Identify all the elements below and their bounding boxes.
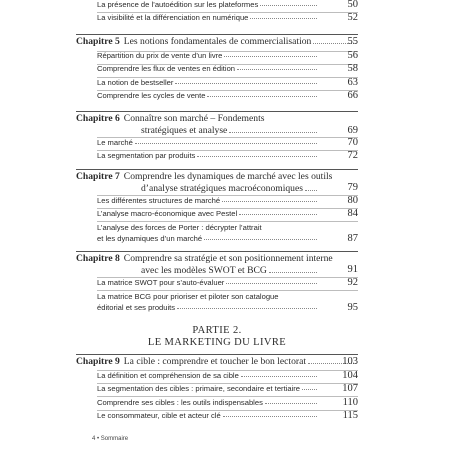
chapter-heading[interactable] [76,253,358,264]
chapter-page: 55 [347,36,358,47]
entry-label: Le marché [97,138,133,147]
entry-label: Comprendre ses cibles : les outils indispensables [97,398,263,407]
entry-page: 66 [347,90,358,101]
toc-entry[interactable] [97,13,319,22]
entry-page: 80 [347,195,358,206]
entry-page: 50 [347,0,358,10]
toc-entry[interactable] [97,234,319,243]
entry-page: 110 [342,397,358,408]
entry-label: Répartition du prix de vente d’un livre [97,51,223,60]
toc-entry[interactable] [97,78,319,87]
chapter-title: Comprendre sa stratégie et son positionnement interne [123,253,333,264]
entry-label[interactable]: La matrice BCG pour prioriser et piloter son catalogue [97,292,279,301]
entry-label: Comprendre les flux de ventes en édition [97,64,236,73]
entry-page: 95 [347,302,358,313]
entry-label: L’analyse macro-économique avec Pestel [97,209,238,218]
toc-entry[interactable] [97,196,319,205]
toc-entry[interactable] [97,398,319,407]
toc-entry[interactable] [97,51,319,60]
entry-label: La matrice SWOT pour s’auto-évaluer [97,278,225,287]
chapter-title: Connaître son marché – Fondements [123,113,265,124]
toc-entry[interactable] [97,278,319,287]
part-number: PARTIE 2. [192,325,242,336]
chapter-heading[interactable] [76,113,358,124]
page-footer: 4 • Sommaire [92,436,129,442]
entry-page: 72 [347,150,358,161]
toc-entry[interactable] [97,384,319,393]
entry-page: 58 [347,63,358,74]
part-title: LE MARKETING DU LIVRE [147,337,287,348]
entry-label: Le consommateur, cible et acteur clé [97,411,221,420]
chapter-page: 79 [347,182,358,193]
chapter-page: 103 [342,356,358,367]
chapter-label: Chapitre 6 [76,113,120,124]
entry-label: Les différentes structures de marché [97,196,221,205]
chapter-title: Les notions fondamentales de commercialisation [123,36,312,47]
entry-page: 92 [347,277,358,288]
chapter-label: Chapitre 7 [76,171,120,182]
entry-page: 104 [342,370,358,381]
toc-entry[interactable] [97,371,319,380]
chapter-heading[interactable] [76,171,358,182]
chapter-title-continued: d’analyse stratégiques macroéconomiques [141,183,319,194]
entry-label: La segmentation des cibles : primaire, secondaire et tertiaire [97,384,301,393]
entry-label: La définition et compréhension de sa cible [97,371,239,380]
entry-page: 87 [347,233,358,244]
chapter-page: 91 [347,264,358,275]
entry-label: La notion de bestseller [97,78,174,87]
entry-label: La segmentation par produits [97,151,196,160]
toc-entry[interactable] [97,64,319,73]
chapter-title: Comprendre les dynamiques de marché avec les outils [123,171,333,182]
entry-page: 115 [342,410,358,421]
entry-label: La présence de l’autoédition sur les plateformes [97,0,259,9]
entry-label-continued: et les dynamiques d’un marché [97,234,203,243]
toc-entry[interactable] [97,138,319,147]
chapter-label: Chapitre 9 [76,356,120,367]
entry-page: 63 [347,77,358,88]
entry-page: 84 [347,208,358,219]
entry-label: Comprendre les cycles de vente [97,91,206,100]
chapter-page: 69 [347,125,358,136]
chapter-title-continued: stratégiques et analyse [141,125,319,136]
entry-label[interactable]: L’analyse des forces de Porter : décrypter l’attrait [97,223,262,232]
entry-page: 52 [347,12,358,23]
toc-entry[interactable] [97,151,319,160]
chapter-label: Chapitre 8 [76,253,120,264]
toc-entry[interactable] [97,0,319,9]
toc-entry[interactable] [97,91,319,100]
toc-entry[interactable] [97,209,319,218]
chapter-title-continued: avec les modèles SWOT et BCG [141,265,319,276]
chapter-heading[interactable] [76,356,358,367]
entry-page: 56 [347,50,358,61]
chapter-heading[interactable] [76,36,358,47]
entry-label-continued: éditorial et ses produits [97,303,176,312]
entry-label: La visibilité et la différenciation en numérique [97,13,249,22]
entry-page: 70 [347,137,358,148]
chapter-title: La cible : comprendre et toucher le bon lectorat [123,356,306,367]
toc-entry[interactable] [97,303,319,312]
toc-entry[interactable] [97,411,319,420]
chapter-label: Chapitre 5 [76,36,120,47]
entry-page: 107 [342,383,358,394]
